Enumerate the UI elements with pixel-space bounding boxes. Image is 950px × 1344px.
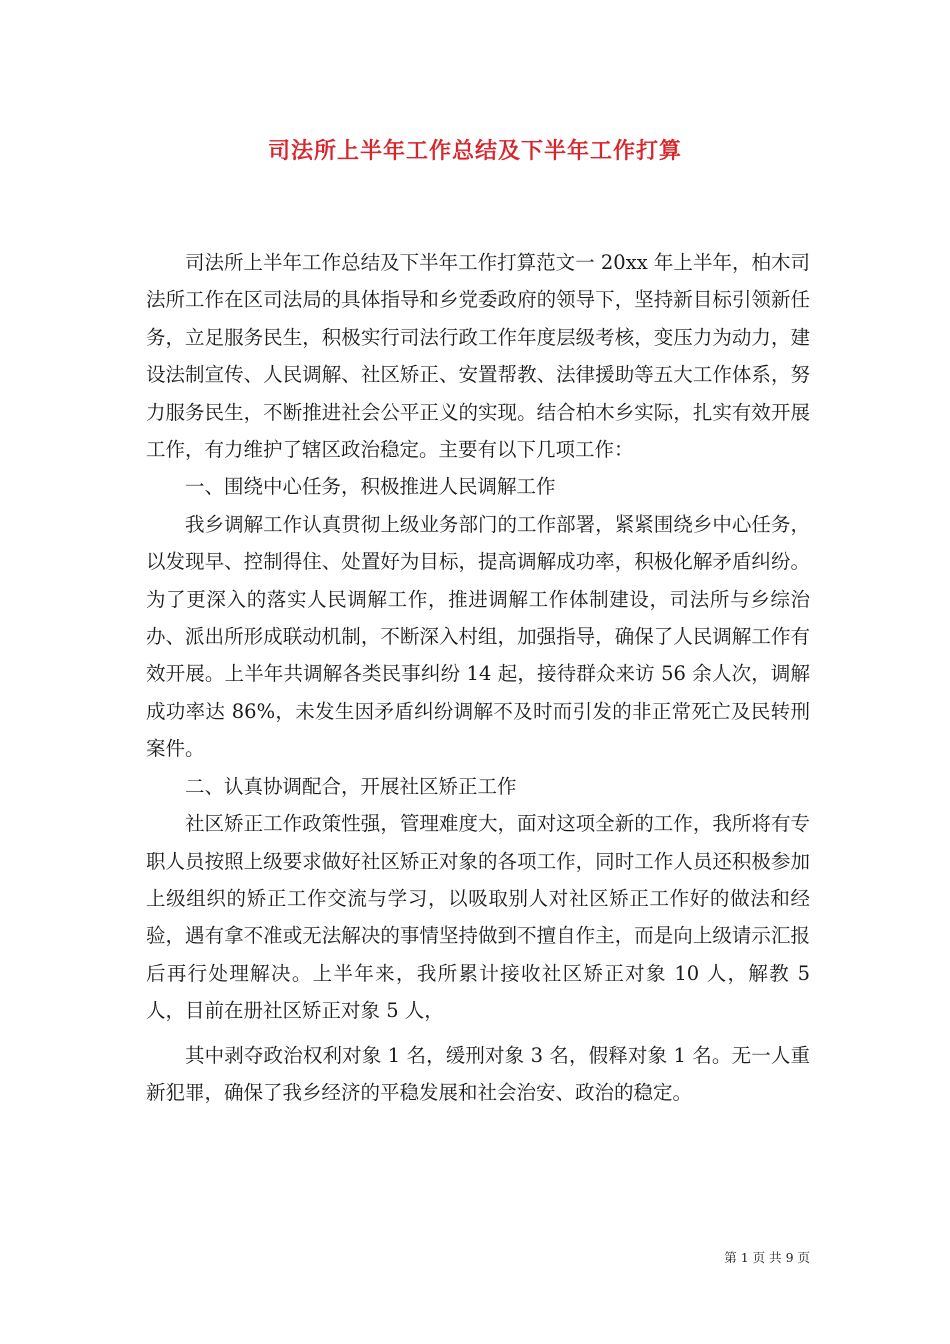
section-heading-1: 一、围绕中心任务，积极推进人民调解工作: [185, 475, 556, 499]
paragraph-correction-details: 其中剥夺政治权利对象 1 名，缓刑对象 3 名，假释对象 1 名。无一人重新犯罪，确保了我乡经济的平稳发展和社会治安、政治的稳定。: [146, 1043, 810, 1104]
paragraph-correction: 社区矫正工作政策性强，管理难度大，面对这项全新的工作，我所将有专职人员按照上级要求做好社区矫正对象的各项工作，同时工作人员还积极参加上级组织的矫正工作交流与学习，以吸取别人对社区矫正工作好的做法和经验，遇有拿不准或无法解决的事情坚持做到不擅自作主，而是向上级请示汇报后再行处理解决。上半年来，我所累计接收社区矫正对象 10 人，解教 5 人，目前在册社区矫正对象 5 人，: [146, 812, 810, 1023]
page-number: 第 1 页 共 9 页: [724, 1250, 810, 1265]
document-title: 司法所上半年工作总结及下半年工作打算: [267, 138, 682, 164]
document-body: [146, 244, 810, 1111]
paragraph-intro: 司法所上半年工作总结及下半年工作打算范文一 20xx 年上半年，柏木司法所工作在区司法局的具体指导和乡党委政府的领导下，坚持新目标引领新任务，立足服务民生，积极实行司法行政工作年度层级考核，变压力为动力，建设法制宣传、人民调解、社区矫正、安置帮教、法律援助等五大工作体系，努力服务民生，不断推进社会公平正义的实现。结合柏木乡实际，扎实有效开展工作，有力维护了辖区政治稳定。主要有以下几项工作：: [146, 251, 810, 462]
section-heading-2: 二、认真协调配合，开展社区矫正工作: [185, 774, 517, 798]
paragraph-mediation: 我乡调解工作认真贯彻上级业务部门的工作部署，紧紧围绕乡中心任务，以发现早、控制得住、处置好为目标，提高调解成功率，积极化解矛盾纠纷。为了更深入的落实人民调解工作，推进调解工作体制建设，司法所与乡综治办、派出所形成联动机制，不断深入村组，加强指导，确保了人民调解工作有效开展。上半年共调解各类民事纠纷 14 起，接待群众来访 56 余人次，调解成功率达 86%，未发生因矛盾纠纷调解不及时而引发的非正常死亡及民转刑案件。: [146, 512, 810, 761]
